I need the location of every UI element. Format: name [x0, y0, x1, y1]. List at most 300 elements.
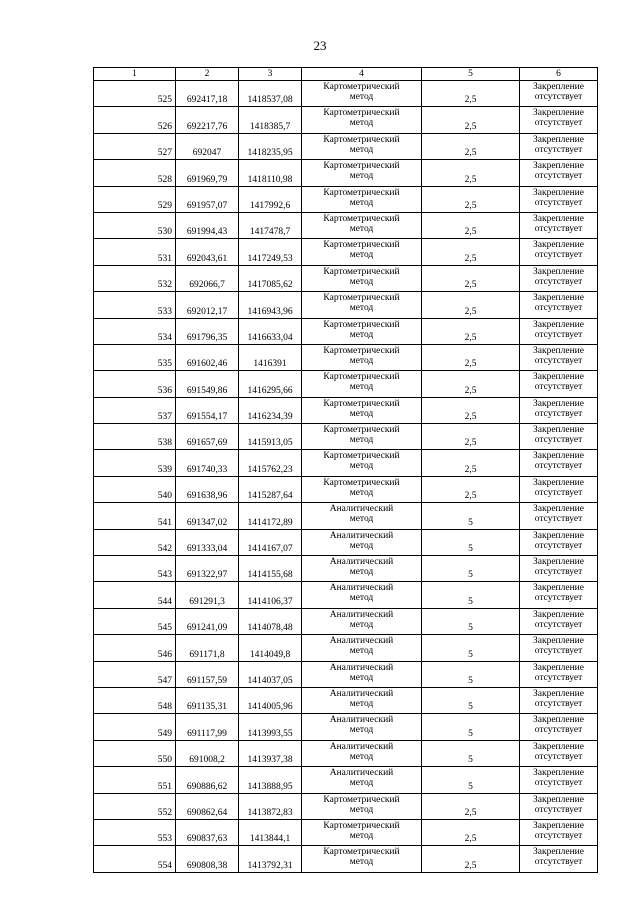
fixing-line-2: отсутствует: [534, 276, 583, 287]
fixing-line-1: Закрепление: [533, 530, 584, 541]
table-row: [94, 767, 598, 793]
x-coordinate-cell: 691554,17: [176, 397, 239, 423]
point-number-cell: 549: [94, 714, 176, 740]
y-coordinate-cell: 1416633,04: [239, 318, 302, 344]
fixing-line-2: отсутствует: [534, 830, 583, 841]
precision-cell: 5: [422, 608, 520, 634]
table-row: [94, 608, 598, 634]
y-coordinate-cell: 1413872,83: [239, 793, 302, 819]
fixing-line-1: Закрепление: [533, 820, 584, 831]
fixing-cell: [520, 424, 598, 450]
fixing-line-2: отсутствует: [534, 355, 583, 366]
fixing-line-2: отсутствует: [534, 619, 583, 630]
point-number-cell: 542: [94, 529, 176, 555]
fixing-cell: [520, 687, 598, 713]
method-line-2: метод: [349, 593, 374, 604]
table-row: [94, 556, 598, 582]
fixing-cell: [520, 740, 598, 766]
fixing-line-1: Закрепление: [533, 609, 584, 620]
method-line-1: Аналитический: [329, 688, 394, 699]
x-coordinate-cell: 692066,7: [176, 265, 239, 291]
method-cell: [302, 81, 422, 107]
fixing-line-2: отсутствует: [534, 672, 583, 683]
x-coordinate-cell: 691322,97: [176, 556, 239, 582]
fixing-cell: [520, 160, 598, 186]
table-row: [94, 424, 598, 450]
fixing-cell: [520, 212, 598, 238]
y-coordinate-cell: 1416295,66: [239, 371, 302, 397]
table-header-row: [94, 68, 598, 81]
table-row: [94, 714, 598, 740]
method-line-1: Картометрический: [323, 372, 400, 383]
method-line-1: Аналитический: [329, 583, 394, 594]
coordinates-table: [93, 67, 598, 873]
fixing-line-2: отсутствует: [534, 435, 583, 446]
method-line-1: Картометрический: [323, 820, 400, 831]
table-row: [94, 160, 598, 186]
fixing-line-1: Закрепление: [533, 319, 584, 330]
precision-cell: 5: [422, 529, 520, 555]
method-line-1: Картометрический: [323, 477, 400, 488]
precision-cell: 2,5: [422, 424, 520, 450]
fixing-line-2: отсутствует: [534, 171, 583, 182]
y-coordinate-cell: 1413844,1: [239, 819, 302, 845]
fixing-line-1: Закрепление: [533, 715, 584, 726]
fixing-cell: [520, 556, 598, 582]
precision-cell: 2,5: [422, 846, 520, 872]
fixing-line-1: Закрепление: [533, 161, 584, 172]
method-cell: [302, 344, 422, 370]
x-coordinate-cell: 691638,96: [176, 476, 239, 502]
method-line-1: Картометрический: [323, 213, 400, 224]
method-cell: [302, 160, 422, 186]
point-number-cell: 530: [94, 212, 176, 238]
fixing-cell: [520, 608, 598, 634]
x-coordinate-cell: 692012,17: [176, 292, 239, 318]
fixing-cell: [520, 529, 598, 555]
method-cell: [302, 424, 422, 450]
precision-cell: 5: [422, 714, 520, 740]
table-body: [94, 81, 598, 873]
table-row: [94, 635, 598, 661]
precision-cell: 2,5: [422, 160, 520, 186]
precision-cell: 2,5: [422, 186, 520, 212]
y-coordinate-cell: 1417478,7: [239, 212, 302, 238]
fixing-cell: [520, 397, 598, 423]
precision-cell: 5: [422, 582, 520, 608]
table-row: [94, 292, 598, 318]
method-line-2: метод: [349, 118, 374, 129]
point-number-cell: 534: [94, 318, 176, 344]
fixing-line-2: отсутствует: [534, 223, 583, 234]
method-line-2: метод: [349, 514, 374, 525]
method-line-1: Аналитический: [329, 609, 394, 620]
fixing-line-1: Закрепление: [533, 187, 584, 198]
method-cell: [302, 212, 422, 238]
x-coordinate-cell: 690862,64: [176, 793, 239, 819]
fixing-line-2: отсутствует: [534, 804, 583, 815]
x-coordinate-cell: 691333,04: [176, 529, 239, 555]
method-line-2: метод: [349, 461, 374, 472]
method-line-2: метод: [349, 303, 374, 314]
precision-cell: 5: [422, 740, 520, 766]
fixing-line-1: Закрепление: [533, 108, 584, 119]
x-coordinate-cell: 691291,3: [176, 582, 239, 608]
fixing-line-2: отсутствует: [534, 197, 583, 208]
y-coordinate-cell: 1414172,89: [239, 503, 302, 529]
fixing-line-2: отсутствует: [534, 382, 583, 393]
fixing-line-1: Закрепление: [533, 636, 584, 647]
precision-cell: 2,5: [422, 212, 520, 238]
method-cell: [302, 476, 422, 502]
fixing-cell: [520, 133, 598, 159]
method-line-1: Картометрический: [323, 82, 400, 92]
fixing-line-1: Закрепление: [533, 662, 584, 673]
fixing-line-2: отсутствует: [534, 144, 583, 155]
precision-cell: 5: [422, 661, 520, 687]
y-coordinate-cell: 1413937,38: [239, 740, 302, 766]
method-line-2: метод: [349, 857, 374, 868]
x-coordinate-cell: 691969,79: [176, 160, 239, 186]
method-line-2: метод: [349, 672, 374, 683]
y-coordinate-cell: 1415287,64: [239, 476, 302, 502]
table-row: [94, 819, 598, 845]
method-cell: [302, 503, 422, 529]
point-number-cell: 550: [94, 740, 176, 766]
fixing-line-2: отсутствует: [534, 698, 583, 709]
fixing-line-1: Закрепление: [533, 372, 584, 383]
method-line-2: метод: [349, 276, 374, 287]
precision-cell: 2,5: [422, 344, 520, 370]
precision-cell: 2,5: [422, 265, 520, 291]
table-row: [94, 476, 598, 502]
point-number-cell: 535: [94, 344, 176, 370]
table-row: [94, 107, 598, 133]
x-coordinate-cell: 691994,43: [176, 212, 239, 238]
point-number-cell: 552: [94, 793, 176, 819]
method-cell: [302, 239, 422, 265]
table-row: [94, 529, 598, 555]
fixing-cell: [520, 582, 598, 608]
fixing-line-2: отсутствует: [534, 593, 583, 604]
method-line-2: метод: [349, 171, 374, 182]
y-coordinate-cell: 1414106,37: [239, 582, 302, 608]
point-number-cell: 526: [94, 107, 176, 133]
point-number-cell: 525: [94, 81, 176, 107]
x-coordinate-cell: 692217,76: [176, 107, 239, 133]
x-coordinate-cell: 691241,09: [176, 608, 239, 634]
column-header: 2: [176, 68, 239, 81]
point-number-cell: 544: [94, 582, 176, 608]
x-coordinate-cell: 690886,62: [176, 767, 239, 793]
method-cell: [302, 186, 422, 212]
y-coordinate-cell: 1413888,95: [239, 767, 302, 793]
method-line-2: метод: [349, 487, 374, 498]
precision-cell: 5: [422, 687, 520, 713]
y-coordinate-cell: 1418385,7: [239, 107, 302, 133]
method-cell: [302, 714, 422, 740]
table-row: [94, 265, 598, 291]
table-row: [94, 371, 598, 397]
fixing-line-1: Закрепление: [533, 847, 584, 858]
method-line-1: Аналитический: [329, 530, 394, 541]
column-header: 6: [520, 68, 598, 81]
method-cell: [302, 793, 422, 819]
fixing-line-2: отсутствует: [534, 303, 583, 314]
method-line-1: Картометрический: [323, 240, 400, 251]
x-coordinate-cell: 691157,59: [176, 661, 239, 687]
method-line-1: Картометрический: [323, 319, 400, 330]
x-coordinate-cell: 691796,35: [176, 318, 239, 344]
point-number-cell: 528: [94, 160, 176, 186]
fixing-cell: [520, 239, 598, 265]
x-coordinate-cell: 690808,38: [176, 846, 239, 872]
method-cell: [302, 318, 422, 344]
method-cell: [302, 635, 422, 661]
method-line-1: Аналитический: [329, 557, 394, 568]
fixing-line-1: Закрепление: [533, 134, 584, 145]
x-coordinate-cell: 690837,63: [176, 819, 239, 845]
y-coordinate-cell: 1414155,68: [239, 556, 302, 582]
table-row: [94, 503, 598, 529]
method-cell: [302, 529, 422, 555]
fixing-line-2: отсутствует: [534, 751, 583, 762]
x-coordinate-cell: 691347,02: [176, 503, 239, 529]
method-line-1: Аналитический: [329, 768, 394, 779]
fixing-line-1: Закрепление: [533, 213, 584, 224]
table-row: [94, 740, 598, 766]
fixing-line-1: Закрепление: [533, 688, 584, 699]
fixing-cell: [520, 81, 598, 107]
method-line-1: Картометрический: [323, 161, 400, 172]
precision-cell: 2,5: [422, 371, 520, 397]
x-coordinate-cell: 691740,33: [176, 450, 239, 476]
method-line-1: Аналитический: [329, 636, 394, 647]
table-row: [94, 661, 598, 687]
method-line-1: Картометрический: [323, 266, 400, 277]
method-line-2: метод: [349, 382, 374, 393]
method-line-2: метод: [349, 250, 374, 261]
method-cell: [302, 740, 422, 766]
precision-cell: 2,5: [422, 450, 520, 476]
point-number-cell: 548: [94, 687, 176, 713]
precision-cell: 2,5: [422, 81, 520, 107]
fixing-cell: [520, 503, 598, 529]
fixing-line-1: Закрепление: [533, 477, 584, 488]
table-row: [94, 344, 598, 370]
precision-cell: 5: [422, 635, 520, 661]
method-line-2: метод: [349, 804, 374, 815]
precision-cell: 2,5: [422, 292, 520, 318]
precision-cell: 5: [422, 503, 520, 529]
y-coordinate-cell: 1414037,05: [239, 661, 302, 687]
fixing-line-2: отсутствует: [534, 540, 583, 551]
fixing-line-2: отсутствует: [534, 408, 583, 419]
fixing-line-1: Закрепление: [533, 82, 584, 92]
column-header: 4: [302, 68, 422, 81]
fixing-line-1: Закрепление: [533, 345, 584, 356]
precision-cell: 2,5: [422, 793, 520, 819]
method-line-2: метод: [349, 698, 374, 709]
fixing-cell: [520, 371, 598, 397]
fixing-cell: [520, 450, 598, 476]
precision-cell: 2,5: [422, 133, 520, 159]
method-line-1: Картометрический: [323, 794, 400, 805]
method-cell: [302, 767, 422, 793]
point-number-cell: 553: [94, 819, 176, 845]
fixing-line-2: отсутствует: [534, 514, 583, 525]
y-coordinate-cell: 1414167,07: [239, 529, 302, 555]
fixing-line-2: отсутствует: [534, 250, 583, 261]
fixing-line-1: Закрепление: [533, 425, 584, 436]
point-number-cell: 533: [94, 292, 176, 318]
fixing-line-2: отсутствует: [534, 857, 583, 868]
column-header: 1: [94, 68, 176, 81]
fixing-line-1: Закрепление: [533, 583, 584, 594]
fixing-line-1: Закрепление: [533, 240, 584, 251]
method-line-1: Аналитический: [329, 715, 394, 726]
fixing-line-1: Закрепление: [533, 768, 584, 779]
x-coordinate-cell: 691957,07: [176, 186, 239, 212]
method-cell: [302, 450, 422, 476]
method-line-1: Картометрический: [323, 345, 400, 356]
fixing-cell: [520, 318, 598, 344]
point-number-cell: 529: [94, 186, 176, 212]
method-cell: [302, 292, 422, 318]
table-row: [94, 212, 598, 238]
method-line-1: Картометрический: [323, 187, 400, 198]
table-row: [94, 81, 598, 107]
y-coordinate-cell: 1414005,96: [239, 687, 302, 713]
y-coordinate-cell: 1416943,96: [239, 292, 302, 318]
precision-cell: 2,5: [422, 107, 520, 133]
method-cell: [302, 556, 422, 582]
method-cell: [302, 661, 422, 687]
fixing-cell: [520, 107, 598, 133]
method-line-2: метод: [349, 329, 374, 340]
fixing-cell: [520, 344, 598, 370]
method-cell: [302, 133, 422, 159]
fixing-cell: [520, 186, 598, 212]
y-coordinate-cell: 1416234,39: [239, 397, 302, 423]
point-number-cell: 554: [94, 846, 176, 872]
fixing-line-2: отсутствует: [534, 725, 583, 736]
method-line-1: Аналитический: [329, 504, 394, 515]
method-line-2: метод: [349, 567, 374, 578]
method-line-1: Картометрический: [323, 847, 400, 858]
precision-cell: 5: [422, 767, 520, 793]
fixing-line-2: отсутствует: [534, 487, 583, 498]
method-cell: [302, 608, 422, 634]
point-number-cell: 539: [94, 450, 176, 476]
method-line-1: Картометрический: [323, 108, 400, 119]
method-cell: [302, 846, 422, 872]
method-cell: [302, 397, 422, 423]
x-coordinate-cell: 692043,61: [176, 239, 239, 265]
fixing-line-1: Закрепление: [533, 266, 584, 277]
method-line-1: Картометрический: [323, 293, 400, 304]
fixing-line-2: отсутствует: [534, 461, 583, 472]
table-row: [94, 133, 598, 159]
point-number-cell: 540: [94, 476, 176, 502]
table-row: [94, 582, 598, 608]
method-cell: [302, 265, 422, 291]
precision-cell: 2,5: [422, 318, 520, 344]
fixing-line-1: Закрепление: [533, 557, 584, 568]
method-line-2: метод: [349, 725, 374, 736]
method-line-1: Картометрический: [323, 134, 400, 145]
table-row: [94, 450, 598, 476]
method-line-2: метод: [349, 435, 374, 446]
method-line-2: метод: [349, 408, 374, 419]
table-row: [94, 846, 598, 872]
method-line-2: метод: [349, 778, 374, 789]
point-number-cell: 547: [94, 661, 176, 687]
fixing-line-2: отсутствует: [534, 778, 583, 789]
table-row: [94, 186, 598, 212]
x-coordinate-cell: 691117,99: [176, 714, 239, 740]
column-header: 5: [422, 68, 520, 81]
y-coordinate-cell: 1414078,48: [239, 608, 302, 634]
x-coordinate-cell: 691135,31: [176, 687, 239, 713]
fixing-line-2: отсутствует: [534, 92, 583, 102]
method-line-1: Аналитический: [329, 741, 394, 752]
fixing-line-2: отсутствует: [534, 646, 583, 657]
y-coordinate-cell: 1417085,62: [239, 265, 302, 291]
fixing-line-1: Закрепление: [533, 293, 584, 304]
method-cell: [302, 687, 422, 713]
x-coordinate-cell: 691171,8: [176, 635, 239, 661]
fixing-line-1: Закрепление: [533, 451, 584, 462]
method-line-2: метод: [349, 540, 374, 551]
point-number-cell: 532: [94, 265, 176, 291]
point-number-cell: 546: [94, 635, 176, 661]
fixing-cell: [520, 846, 598, 872]
x-coordinate-cell: 691602,46: [176, 344, 239, 370]
fixing-line-2: отсутствует: [534, 329, 583, 340]
method-cell: [302, 107, 422, 133]
fixing-cell: [520, 793, 598, 819]
fixing-line-1: Закрепление: [533, 398, 584, 409]
precision-cell: 5: [422, 556, 520, 582]
point-number-cell: 531: [94, 239, 176, 265]
point-number-cell: 551: [94, 767, 176, 793]
method-line-1: Аналитический: [329, 662, 394, 673]
method-line-1: Картометрический: [323, 451, 400, 462]
table-row: [94, 687, 598, 713]
method-line-2: метод: [349, 355, 374, 366]
point-number-cell: 536: [94, 371, 176, 397]
fixing-line-1: Закрепление: [533, 794, 584, 805]
y-coordinate-cell: 1418110,98: [239, 160, 302, 186]
point-number-cell: 545: [94, 608, 176, 634]
y-coordinate-cell: 1413993,55: [239, 714, 302, 740]
method-line-2: метод: [349, 92, 374, 102]
column-header: 3: [239, 68, 302, 81]
fixing-cell: [520, 714, 598, 740]
fixing-cell: [520, 819, 598, 845]
point-number-cell: 543: [94, 556, 176, 582]
table-row: [94, 793, 598, 819]
fixing-line-1: Закрепление: [533, 741, 584, 752]
precision-cell: 2,5: [422, 819, 520, 845]
point-number-cell: 538: [94, 424, 176, 450]
y-coordinate-cell: 1414049,8: [239, 635, 302, 661]
x-coordinate-cell: 691549,86: [176, 371, 239, 397]
table-row: [94, 239, 598, 265]
precision-cell: 2,5: [422, 476, 520, 502]
method-line-2: метод: [349, 751, 374, 762]
